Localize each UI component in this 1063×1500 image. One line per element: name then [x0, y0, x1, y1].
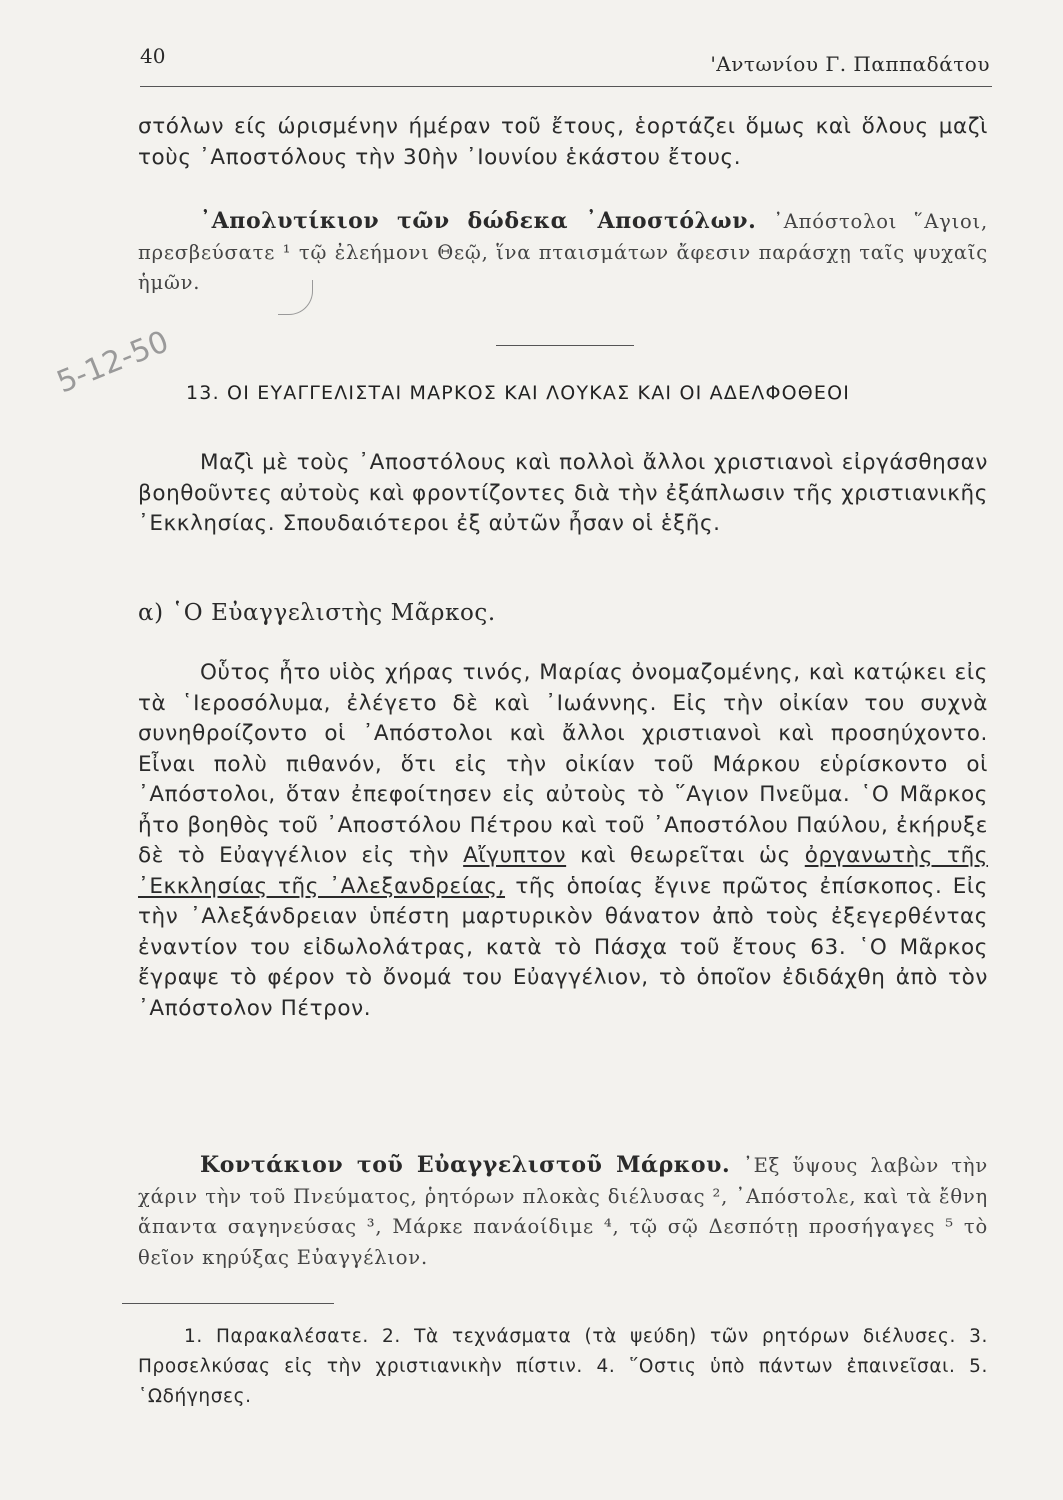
running-head: 'Αντωνίου Γ. Παππαδάτου	[710, 52, 990, 76]
section-divider	[496, 345, 634, 346]
apolytikion-paragraph	[138, 206, 988, 299]
kontakion-paragraph	[138, 1150, 988, 1273]
mark-paragraph	[138, 658, 988, 1024]
apolytikion-title: ᾿Απολυτίκιον τῶν δώδεκα ᾿Αποστόλων.	[200, 208, 757, 234]
section-intro-paragraph: Μαζὶ μὲ τοὺς ᾿Αποστόλους καὶ πολλοὶ ἄλλοι χριστιανοὶ εἰργάσθησαν βοηθοῦντες αὐτοὺς καὶ φροντίζοντες διὰ τὴν ἐξάπλωσιν τῆς χριστιανικῆς ᾿Εκκλησίας. Σπουδαιότεροι ἐξ αὐτῶν ἦσαν οἱ ἑξῆς.	[138, 450, 988, 536]
apolytikion-text: ᾿Απόστολοι ῞Αγιοι, πρεσβεύσατε ¹ τῷ ἐλεήμονι Θεῷ, ἵνα πταισμάτων ἄφεσιν παράσχῃ ταῖς ψυχαῖς ἡμῶν.	[138, 210, 988, 294]
kontakion-title: Κοντάκιον τοῦ Εὐαγγελιστοῦ Μάρκου.	[200, 1152, 731, 1178]
kontakion-text: ᾿Εξ ὕψους λαβὼν τὴν χάριν τὴν τοῦ Πνεύματος, ῥητόρων πλοκὰς διέλυσας ², ᾿Απόστολε, καὶ τὰ ἔθνη ἅπαντα σαγηνεύσας ³, Μάρκε πανάοίδιμε ⁴, τῷ σῷ Δεσπότῃ προσήγαγες ⁵ τὸ θεῖον κηρύξας Εὐαγγέλιον.	[138, 1154, 989, 1269]
subsection-heading: α) ῾Ο Εὐαγγελιστὴς Μᾶρκος.	[138, 600, 496, 626]
footnotes: 1. Παρακαλέσατε. 2. Τὰ τεχνάσματα (τὰ ψεύδη) τῶν ρητόρων διέλυσες. 3. Προσελκύσας εἰς τὴν χριστιανικὴν πίστιν. 4. ῞Οστις ὑπὸ πάντων ἐπαινεῖσαι. 5. ῾Ωδήγησες.	[138, 1326, 988, 1407]
section-heading: 13. ΟΙ ΕΥΑΓΓΕΛΙΣΤΑΙ ΜΑΡΚΟΣ ΚΑΙ ΛΟΥΚΑΣ ΚΑΙ ΟΙ ΑΔΕΛΦΟΘΕΟΙ	[186, 382, 851, 404]
mark-text-part-3: τῆς ὁποίας ἔγινε πρῶτος ἐπίσκοπος. Εἰς τὴν ᾿Αλεξάνδρειαν ὑπέστη μαρτυρικὸν θάνατον ἀπὸ τοὺς ἐξεγερθέντας ἐναντίον του εἰδωλολάτρας, κατὰ τὸ Πάσχα τοῦ ἔτους 63. ῾Ο Μᾶρκος ἔγραψε τὸ φέρον τὸ ὄνομά του Εὐαγγέλιον, τὸ ὁποῖον ἐδιδάχθη ἀπὸ τὸν ᾿Απόστολον Πέτρον.	[138, 873, 989, 1021]
intro-paragraph: στόλων είς ώρισμένην ήμέραν τοῦ ἔτους, ἑορτάζει ὅμως καὶ ὅλους μαζὶ τοὺς ᾿Αποστόλους τὴν 30ὴν ᾿Ιουνίου ἑκάστου ἔτους.	[138, 114, 988, 170]
underlined-egypt: Αἴγυπτον	[463, 843, 567, 868]
mark-text-part-1: Οὗτος ἦτο υἱὸς χήρας τινός, Μαρίας ὀνομαζομένης, καὶ κατῴκει εἰς τὰ ῾Ιεροσόλυμα, ἐλέγετο δὲ καὶ ᾿Ιωάννης. Εἰς τὴν οἰκίαν του συχνὰ συνηθροίζοντο οἱ ᾿Απόστολοι καὶ ἄλλοι χριστιανοὶ καὶ προσηύχοντο. Εἶναι πολὺ πιθανόν, ὅτι εἰς τὴν οἰκίαν τοῦ Μάρκου εὑρίσκοντο οἱ ᾿Απόστολοι, ὅταν ἐπεφοίτησεν εἰς αὐτοὺς τὸ ῞Αγιον Πνεῦμα. ῾Ο Μᾶρκος ἦτο βοηθὸς τοῦ ᾿Αποστόλου Πέτρου καὶ τοῦ ᾿Αποστόλου Παύλου, ἐκήρυξε δὲ τὸ Εὐαγγέλιον εἰς τὴν	[138, 660, 988, 868]
page-number: 40	[140, 44, 166, 68]
mark-text-part-2: καὶ θεωρεῖται ὡς	[580, 843, 791, 868]
underlined-church-founder: ὀργανωτὴς τῆς ᾿Εκκλησίας τῆς ᾿Αλεξανδρείας,	[138, 843, 989, 899]
footnote-rule	[122, 1303, 334, 1304]
page-header	[140, 40, 992, 87]
pencil-bracket-mark	[278, 280, 313, 315]
handwritten-date-annotation: 5-12-50	[52, 324, 174, 401]
